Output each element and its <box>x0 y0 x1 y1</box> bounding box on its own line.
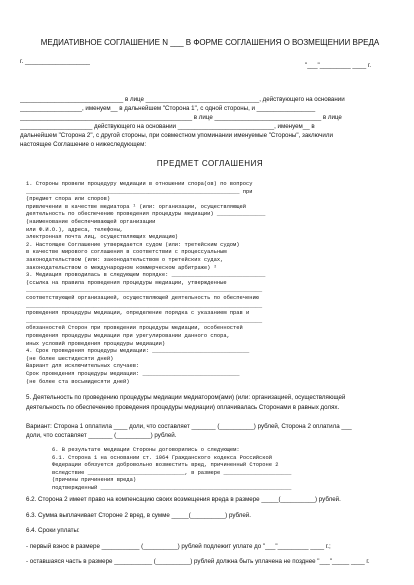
body-line: (не более шестидесяти дней) <box>26 355 114 362</box>
body-line: _________________________________________________________________________ <box>26 317 263 324</box>
result-line: 6. В результате медиации Стороны договорились о следующем: <box>52 447 240 453</box>
preamble-line: ______________________________ в лице _________________________________, действующего на основании <box>20 96 345 103</box>
body-line: 3. Медиация проводилась в следующем порядке: _____________________________ <box>26 272 266 279</box>
body-line: иных условий проведения процедуры медиации) <box>26 340 166 347</box>
preamble-line: _____________________ действующего на основании ____________________________, именуем__ в <box>20 123 315 130</box>
body-line: Вариант для исключительных случаев: <box>26 363 140 370</box>
result-line: (причины причинения вреда) <box>52 477 137 484</box>
payment-line: деятельность по обеспечению проведения процедуры медиации) оплачивалась Сторонами в равных долях. <box>26 403 340 411</box>
body-line: (не более ста восьмидесяти дней) <box>26 378 130 385</box>
payment-line: 5. Деятельность по проведению процедуры медиации медиатором(ами) (или: организацией, осуществляющей <box>26 394 346 401</box>
body-line: _________________________________________________________________________ <box>26 287 263 294</box>
result-line: 6.1. Сторона 1 на основании ст. 1064 Гражданского кодекса Российской <box>52 454 272 461</box>
body-line: (наименование обеспечивающей организации <box>26 219 156 225</box>
body-line: 2. Настоящее Соглашение утверждается судом (или: третейским судом) <box>26 241 240 248</box>
result-line: подтвержденный ___________________________________________________________ <box>52 485 292 491</box>
terms-line: 6.4. Сроки уплаты: <box>26 527 80 534</box>
preamble-line: настоящее Соглашение о нижеследующем: <box>20 141 147 148</box>
body-line: (ссылка на правила проведения процедуры медиации, утвержденные <box>26 279 227 286</box>
body-line: __________________________________________________________________ при <box>26 188 253 195</box>
body-line: деятельность по обеспечению проведения процедуры медиации) _______________ <box>26 211 266 218</box>
body-line: 1. Стороны провели процедуру медиации в отношении спора(ов) по вопросу <box>26 181 253 187</box>
body-line: законодательством о международном коммерческом арбитраже) ² <box>26 264 217 271</box>
payment-line: Вариант: Сторона 1 оплатила ____ доли, что составляет _______ (__________) рублей, Сторона 2 оплатила ___ <box>26 422 352 430</box>
body-line: обязанностей Сторон при проведении процедуры медиации, особенностей <box>26 325 243 332</box>
body-line: или Ф.И.О.), адреса, телефоны, <box>26 226 124 233</box>
body-line: соответствующей организацией, осуществляющей деятельность по обеспечению <box>26 295 259 301</box>
document-title: МЕДИАТИВНОЕ СОГЛАШЕНИЕ N ___ В ФОРМЕ СОГЛАШЕНИЯ О ВОЗМЕЩЕНИИ ВРЕДА <box>40 38 380 47</box>
body-line: Срок проведения процедуры медиации: ______________________________ <box>26 371 240 377</box>
terms-line: 6.2. Сторона 2 имеет право на компенсацию своих возмещения вреда в размере _____(__________) рублей. <box>26 496 341 503</box>
place-field: г. ___________________ <box>20 58 91 65</box>
body-line: проведения процедуры медиации при урегулировании данного спора, <box>26 333 230 339</box>
body-line: проведения процедуры медиации, определение порядка с указанием прав и <box>26 310 250 317</box>
section-title: ПРЕДМЕТ СОГЛАШЕНИЯ <box>156 159 264 168</box>
body-line: _________________________________________________________________________ <box>26 302 263 309</box>
body-line: в качестве мирового соглашения в соответствии с процессуальным <box>26 249 227 256</box>
terms-line: - первый взнос в размере ___________ (__________) рублей подлежит уплате до "___"_________ ____ г.; <box>26 542 331 550</box>
preamble-line: дальнейшем "Сторона 2", с другой стороны, при совместном упоминании именуемые "Стороны", заключили <box>20 132 333 139</box>
body-line: привлечении в качестве медиатора ¹ (или: организации, осуществляющей <box>26 203 246 210</box>
body-line: законодательством (или: законодательством о третейских судах, <box>26 257 224 263</box>
payment-line: доли, что составляет _______ (__________) рублей. <box>26 432 177 439</box>
body-line: электронная почта лиц, осуществляющих медиацию) <box>26 234 179 241</box>
preamble-line: __________________________________________________ в лице _______________________________ в лице <box>20 114 342 121</box>
body-line: 4. Срок проведения процедуры медиации: ______________________________ <box>26 348 250 355</box>
date-field: "___"_________ ____ г. <box>305 62 372 69</box>
result-line: Федерации обязуется добровольно возместить вред, причиненный Стороне 2 <box>52 462 279 469</box>
preamble-line: __________________, именуем__ в дальнейшем "Сторона 1", с одной стороны, и _________________ <box>20 105 316 112</box>
result-line: вследствие ______________________________, в размере _____________________ <box>52 469 292 476</box>
terms-line: - оставшаяся часть в размере ___________ (__________) рублей должна быть уплачена не позднее "___"_____ ____ г. <box>26 558 370 565</box>
terms-line: 6.3. Сумма выплачивает Стороне 2 вред, в сумме _____(__________) рублей. <box>26 511 251 519</box>
body-line: (предмет спора или споров) <box>26 196 111 203</box>
